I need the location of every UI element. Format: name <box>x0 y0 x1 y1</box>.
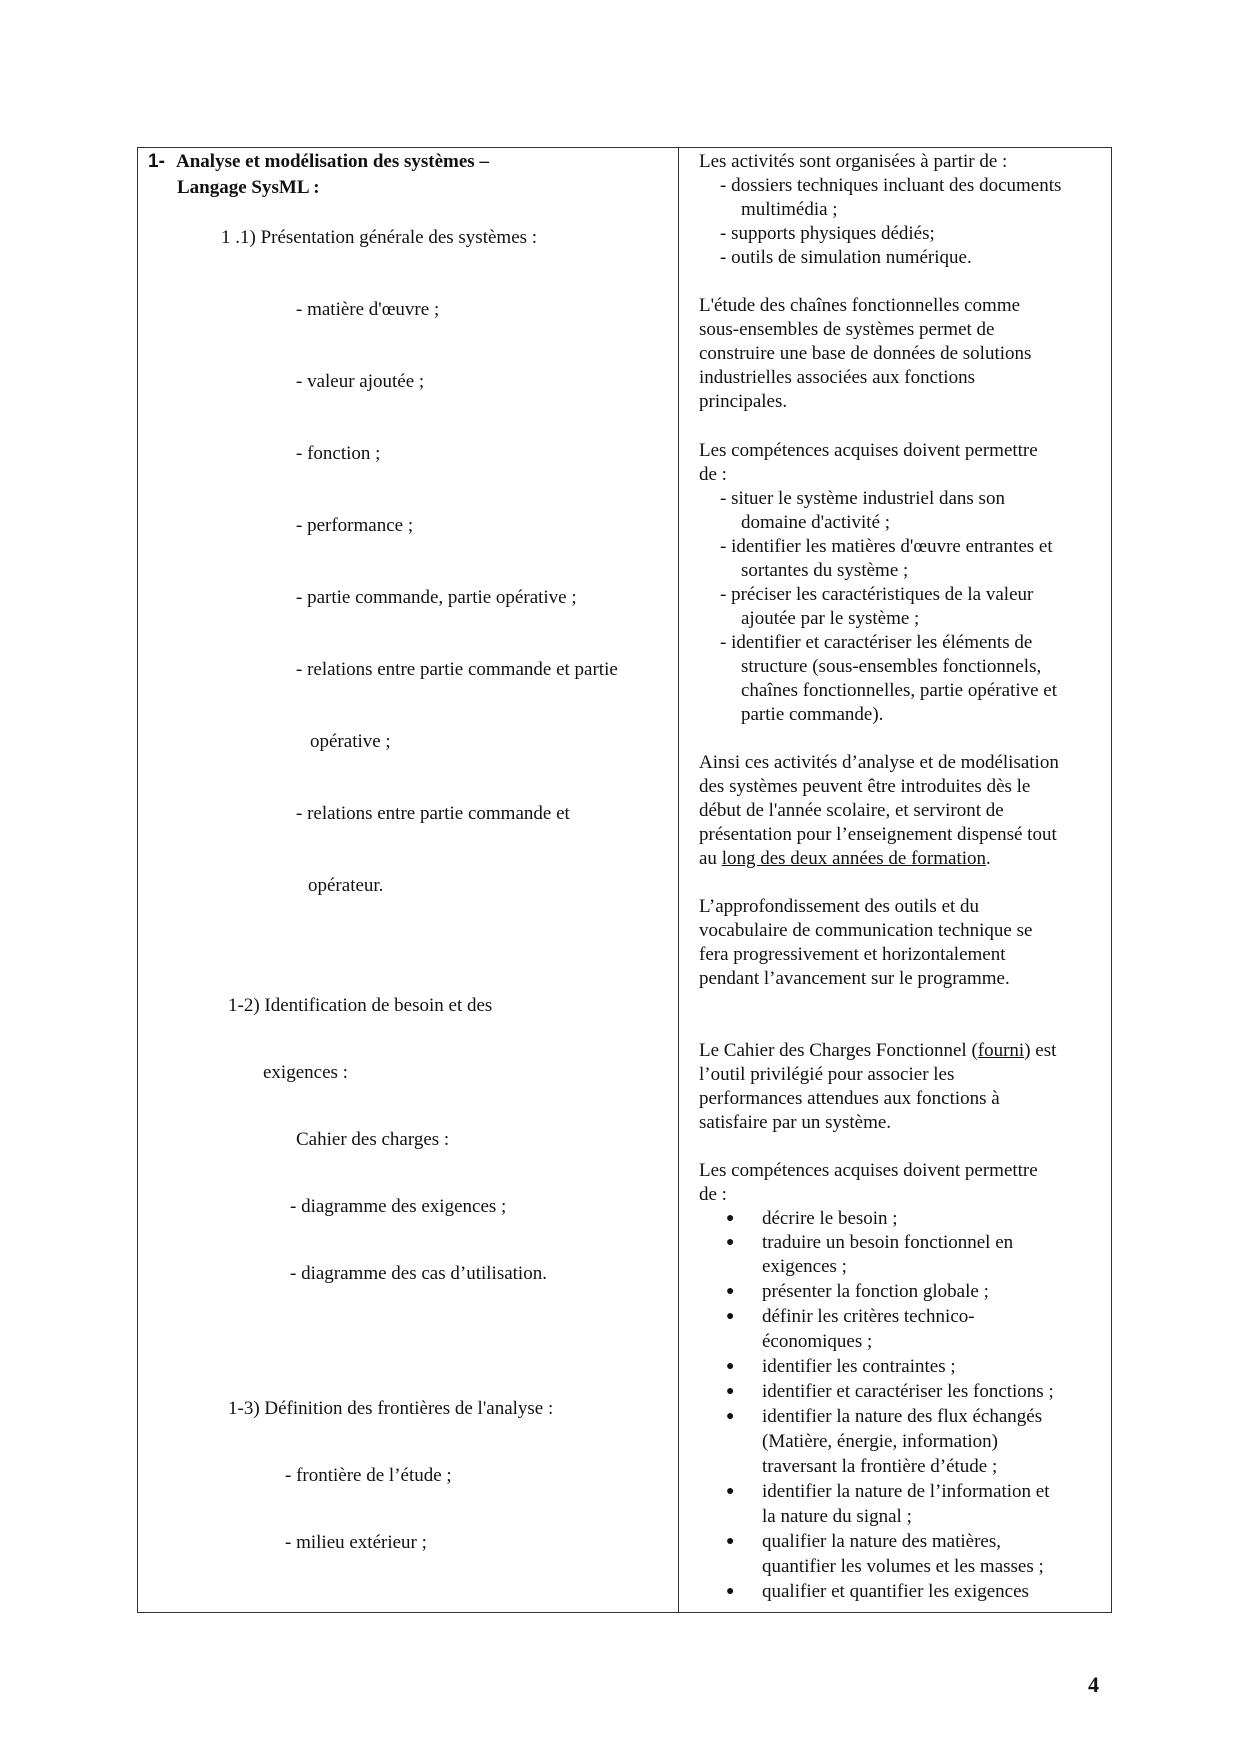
list-item: - diagramme des exigences ; <box>290 1196 507 1217</box>
paragraph-line: de : <box>699 1184 727 1205</box>
paragraph-line: - identifier et caractériser les éléments de <box>720 632 1033 653</box>
subsection-1-2-title-continuation: exigences : <box>263 1062 348 1083</box>
paragraph-line: pendant l’avancement sur le programme. <box>699 968 1010 989</box>
paragraph-line: domaine d'activité ; <box>741 512 891 533</box>
paragraph-line: l’outil privilégié pour associer les <box>699 1064 955 1085</box>
paragraph-line: vocabulaire de communication technique se <box>699 920 1033 941</box>
bullet-item: identifier et caractériser les fonctions ; <box>762 1381 1054 1402</box>
paragraph-line: multimédia ; <box>741 199 838 220</box>
paragraph-line: Ainsi ces activités d’analyse et de modélisation <box>699 752 1059 773</box>
paragraph-line: - identifier les matières d'œuvre entrantes et <box>720 536 1053 557</box>
paragraph-line: sous-ensembles de systèmes permet de <box>699 319 995 340</box>
paragraph-line: Les compétences acquises doivent permettre <box>699 440 1038 461</box>
list-item: - matière d'œuvre ; <box>296 299 440 320</box>
paragraph-line: présentation pour l’enseignement dispensé tout <box>699 824 1057 845</box>
list-item: - diagramme des cas d’utilisation. <box>290 1263 547 1284</box>
bullet-item: identifier les contraintes ; <box>762 1356 956 1377</box>
bullet-item-continuation: la nature du signal ; <box>762 1506 912 1527</box>
bullet-icon: ● <box>726 1309 735 1324</box>
bullet-item: décrire le besoin ; <box>762 1208 898 1229</box>
paragraph-line: L'étude des chaînes fonctionnelles comme <box>699 295 1021 316</box>
bullet-item: définir les critères technico- <box>762 1306 975 1327</box>
section-heading-line1: Analyse et modélisation des systèmes – <box>176 151 489 172</box>
bullet-item-continuation: quantifier les volumes et les masses ; <box>762 1556 1044 1577</box>
paragraph-line: - préciser les caractéristiques de la valeur <box>720 584 1034 605</box>
section-heading-line2: Langage SysML : <box>177 177 320 198</box>
list-item-continuation: opérative ; <box>310 731 391 752</box>
paragraph-line: principales. <box>699 391 788 412</box>
bullet-item-continuation: exigences ; <box>762 1256 847 1277</box>
underlined-text: fourni <box>977 1040 1025 1061</box>
paragraph-line: sortantes du système ; <box>741 560 909 581</box>
subsection-1-3-title: 1-3) Définition des frontières de l'analyse : <box>228 1398 554 1419</box>
subsection-1-1-title: 1 .1) Présentation générale des systèmes : <box>221 227 538 248</box>
bullet-icon: ● <box>726 1235 735 1250</box>
bullet-item-continuation: économiques ; <box>762 1331 873 1352</box>
bullet-icon: ● <box>726 1211 735 1226</box>
column-divider <box>678 148 679 1612</box>
text-run: Le Cahier des Charges Fonctionnel ( <box>699 1040 978 1061</box>
section-heading-number: 1- <box>148 151 165 172</box>
list-item: - partie commande, partie opérative ; <box>296 587 577 608</box>
paragraph-line: chaînes fonctionnelles, partie opérative et <box>741 680 1058 701</box>
list-item: - milieu extérieur ; <box>285 1532 427 1553</box>
underlined-text: long des deux années de formation <box>721 848 987 869</box>
list-item: - relations entre partie commande et partie <box>296 659 618 680</box>
bullet-item-continuation: traversant la frontière d’étude ; <box>762 1456 998 1477</box>
paragraph-line: fera progressivement et horizontalement <box>699 944 1006 965</box>
bullet-item: traduire un besoin fonctionnel en <box>762 1232 1014 1253</box>
text-run: au <box>699 848 722 869</box>
bullet-item-continuation: (Matière, énergie, information) <box>762 1431 998 1452</box>
bullet-icon: ● <box>726 1284 735 1299</box>
page-number: 4 <box>1088 1672 1099 1697</box>
bullet-icon: ● <box>726 1359 735 1374</box>
list-item: - valeur ajoutée ; <box>296 371 425 392</box>
paragraph-line: des systèmes peuvent être introduites dès le <box>699 776 1031 797</box>
text-run: ) est <box>1024 1040 1057 1061</box>
paragraph-line: industrielles associées aux fonctions <box>699 367 975 388</box>
paragraph-line: - situer le système industriel dans son <box>720 488 1005 509</box>
paragraph-line: performances attendues aux fonctions à <box>699 1088 1000 1109</box>
list-item: - fonction ; <box>296 443 381 464</box>
bullet-icon: ● <box>726 1484 735 1499</box>
bullet-icon: ● <box>726 1384 735 1399</box>
paragraph-line: ajoutée par le système ; <box>741 608 920 629</box>
paragraph-line: - supports physiques dédiés; <box>720 223 935 244</box>
paragraph-line: partie commande). <box>741 704 884 725</box>
list-item: Cahier des charges : <box>296 1129 450 1150</box>
paragraph-line: - outils de simulation numérique. <box>720 247 972 268</box>
bullet-item: identifier la nature de l’information et <box>762 1481 1050 1502</box>
list-item: - performance ; <box>296 515 414 536</box>
paragraph-line: Les activités sont organisées à partir de : <box>699 151 1008 172</box>
bullet-item: présenter la fonction globale ; <box>762 1281 989 1302</box>
paragraph-line: structure (sous-ensembles fonctionnels, <box>741 656 1042 677</box>
paragraph-line: - dossiers techniques incluant des documents <box>720 175 1062 196</box>
paragraph-line: satisfaire par un système. <box>699 1112 892 1133</box>
bullet-item: qualifier et quantifier les exigences <box>762 1581 1029 1602</box>
paragraph-line <box>699 1039 1056 1063</box>
subsection-1-2-title: 1-2) Identification de besoin et des <box>228 995 493 1016</box>
bullet-icon: ● <box>726 1584 735 1599</box>
bullet-icon: ● <box>726 1409 735 1424</box>
list-item: - frontière de l’étude ; <box>285 1465 452 1486</box>
paragraph-line <box>699 847 991 871</box>
paragraph-line: L’approfondissement des outils et du <box>699 896 980 917</box>
paragraph-line: début de l'année scolaire, et serviront de <box>699 800 1004 821</box>
list-item-continuation: opérateur. <box>308 875 384 896</box>
list-item: - relations entre partie commande et <box>296 803 570 824</box>
paragraph-line: construire une base de données de solutions <box>699 343 1032 364</box>
paragraph-line: de : <box>699 464 727 485</box>
text-run: . <box>986 848 991 869</box>
bullet-item: qualifier la nature des matières, <box>762 1531 1001 1552</box>
bullet-item: identifier la nature des flux échangés <box>762 1406 1043 1427</box>
paragraph-line: Les compétences acquises doivent permettre <box>699 1160 1038 1181</box>
bullet-icon: ● <box>726 1534 735 1549</box>
